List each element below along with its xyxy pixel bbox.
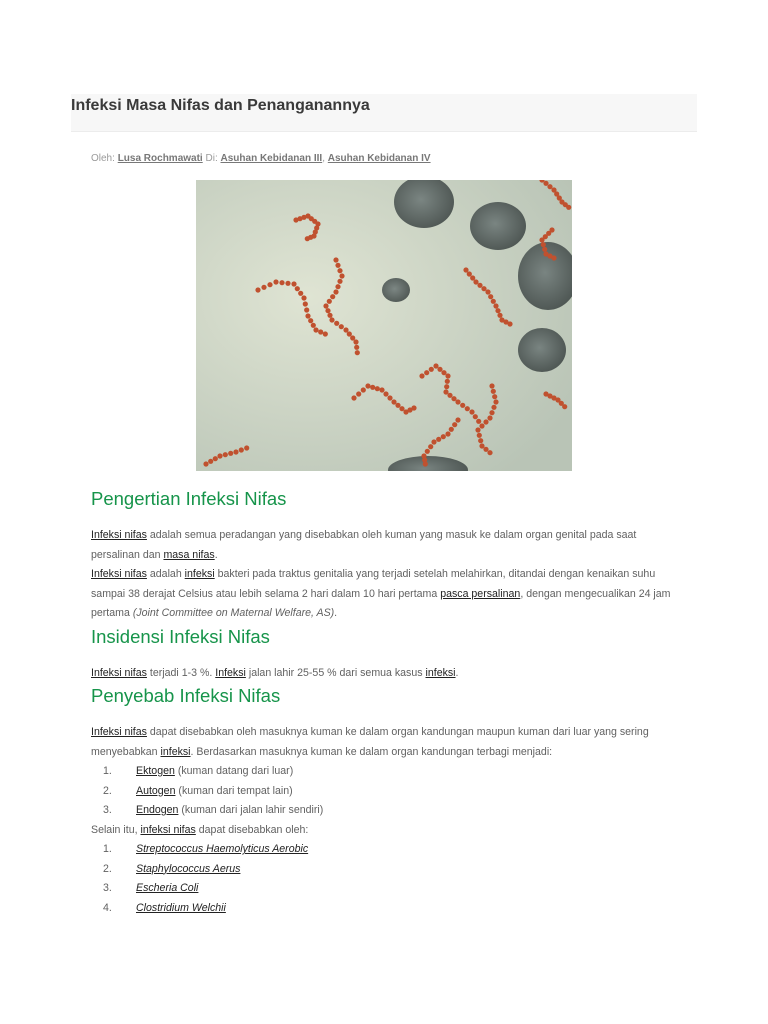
byline-separator: , — [322, 153, 325, 164]
bacteria-coccus — [443, 389, 448, 394]
bacteria-coccus — [399, 406, 404, 411]
bacteria-coccus — [495, 308, 500, 313]
bacteria-coccus — [493, 399, 498, 404]
bacteria-coccus — [255, 287, 260, 292]
list-item — [91, 801, 681, 821]
byline-prefix: Oleh: — [91, 153, 115, 164]
bacteria-coccus — [467, 271, 472, 276]
article-content — [91, 486, 681, 918]
link-infeksi-nifas[interactable]: Infeksi nifas — [91, 726, 147, 738]
bacteria-coccus — [465, 406, 470, 411]
bacteria-coccus — [303, 301, 308, 306]
list-number: 2. — [103, 862, 112, 875]
bacteria-coccus — [330, 294, 335, 299]
text: adalah — [146, 568, 185, 580]
list-number: 1. — [103, 765, 112, 777]
link-autogen[interactable]: Autogen — [136, 784, 176, 797]
link-infeksi-nifas[interactable]: Infeksi nifas — [91, 666, 147, 679]
bacteria-coccus — [444, 384, 449, 389]
cell-shape — [518, 328, 566, 372]
bacteria-coccus — [478, 438, 483, 443]
paragraph-penyebab-1 — [91, 723, 681, 762]
bacteria-coccus — [291, 281, 296, 286]
bacteria-coccus — [304, 307, 309, 312]
cell-shape — [382, 278, 410, 302]
bacteria-coccus — [279, 280, 284, 285]
bacteria-coccus — [423, 461, 428, 466]
bacteria-coccus — [267, 282, 272, 287]
bacteria-coccus — [497, 313, 502, 318]
bacteria-coccus — [447, 393, 452, 398]
bacteria-coccus — [305, 236, 310, 241]
bacteria-coccus — [375, 386, 380, 391]
article-image — [196, 180, 572, 471]
link-infeksi[interactable]: infeksi — [184, 568, 215, 580]
text: . — [455, 666, 459, 679]
bacteria-coccus — [335, 263, 340, 268]
bacteria-micrograph — [196, 180, 572, 471]
citation: (Joint Committee on Maternal Welfare, AS) — [132, 607, 335, 619]
bacteria-coccus — [491, 389, 496, 394]
bacteria-coccus — [333, 289, 338, 294]
bacteria-coccus — [473, 414, 478, 419]
bacteria-coccus — [228, 451, 233, 456]
link-endogen[interactable]: Endogen — [136, 804, 179, 816]
bacteria-coccus — [543, 181, 548, 186]
bacteria-coccus — [507, 321, 512, 326]
bacteria-coccus — [325, 308, 330, 313]
heading-pengertian: Pengertian Infeksi Nifas — [91, 488, 287, 509]
bacteria-coccus — [308, 318, 313, 323]
spacer — [91, 709, 681, 723]
list-number: 1. — [103, 843, 112, 855]
text: terjadi 1-3 %. — [146, 666, 216, 679]
list-item — [91, 840, 681, 860]
bacteria-coccus — [295, 286, 300, 291]
category-link-2[interactable]: Asuhan Kebidanan IV — [327, 153, 431, 164]
bacteria-coccus — [487, 415, 492, 420]
heading-penyebab: Penyebab Infeksi Nifas — [91, 685, 281, 706]
paragraph-pengertian-2 — [91, 565, 681, 624]
link-infeksi[interactable]: Infeksi — [215, 666, 246, 679]
bacteria-coccus — [365, 383, 370, 388]
author-link[interactable]: Lusa Rochmawati — [117, 153, 203, 164]
bacteria-coccus — [339, 324, 344, 329]
bacteria-coccus — [476, 419, 481, 424]
bacteria-coccus — [431, 439, 436, 444]
bacteria-coccus — [473, 279, 478, 284]
bacteria-coccus — [460, 403, 465, 408]
text: (kuman dari jalan lahir sendiri) — [178, 804, 324, 816]
bacteria-coccus — [485, 289, 490, 294]
link-clostridium[interactable]: Clostridium Welchii — [136, 901, 226, 914]
bacteria-coccus — [455, 399, 460, 404]
bacteria-coccus — [311, 323, 316, 328]
bacteria-coccus — [273, 279, 278, 284]
bacteria-coccus — [244, 445, 249, 450]
bacteria-coccus — [492, 394, 497, 399]
bacteria-coccus — [469, 409, 474, 414]
bacteria-coccus — [551, 255, 556, 260]
bacteria-coccus — [379, 387, 384, 392]
list-item — [91, 860, 681, 880]
bacteria-coccus — [298, 291, 303, 296]
bacteria-coccus — [301, 295, 306, 300]
text: (kuman datang dari luar) — [174, 765, 294, 777]
bacteria-coccus — [428, 444, 433, 449]
text: bakteri pada traktus genitalia yang terjadi setelah melahirkan, ditandai dengan kenaikan suhu sampai 38 derajat Celsius atau lebih selama 2 hari dalam 10 hari pertama — [91, 568, 656, 600]
bacteria-coccus — [323, 331, 328, 336]
paragraph-insidensi-1 — [91, 664, 681, 684]
bacteria-coccus — [547, 184, 552, 189]
link-staphylococcus[interactable]: Staphylococcus Aerus — [136, 862, 241, 875]
spacer — [91, 512, 681, 526]
bacteria-coccus — [361, 387, 366, 392]
bacteria-coccus — [463, 267, 468, 272]
bacteria-coccus — [337, 279, 342, 284]
bacteria-coccus — [355, 350, 360, 355]
bacteria-coccus — [477, 433, 482, 438]
bacteria-coccus — [217, 453, 222, 458]
bacteria-coccus — [347, 331, 352, 336]
source-list — [91, 762, 681, 821]
text: (kuman dari tempat lain) — [175, 784, 293, 797]
bacteria-coccus — [541, 242, 546, 247]
bacteria-coccus — [539, 237, 544, 242]
link-infeksi-nifas[interactable]: infeksi nifas — [140, 823, 196, 836]
bacteria-coccus — [370, 385, 375, 390]
bacteria-coccus — [261, 285, 266, 290]
list-item — [91, 762, 681, 782]
bacteria-coccus — [343, 327, 348, 332]
bacteria-coccus — [483, 419, 488, 424]
heading-insidensi: Insidensi Infeksi Nifas — [91, 625, 270, 647]
bacteria-coccus — [337, 268, 342, 273]
bacteria-coccus — [335, 284, 340, 289]
bacteria-coccus — [436, 437, 441, 442]
bacteria-coccus — [455, 417, 460, 422]
bacteria-coccus — [441, 434, 446, 439]
link-infeksi-nifas[interactable]: Infeksi nifas — [91, 568, 147, 580]
bacteria-coccus — [334, 321, 339, 326]
link-masa-nifas[interactable]: masa nifas — [163, 548, 215, 561]
bacteria-coccus — [203, 461, 208, 466]
text: jalan lahir 25-55 % dari semua kasus — [245, 666, 426, 679]
list-item — [91, 879, 681, 899]
bacteria-coccus — [451, 396, 456, 401]
bacteria-coccus — [350, 335, 355, 340]
bacteria-list — [91, 840, 681, 918]
bacteria-coccus — [383, 391, 388, 396]
bacteria-coccus — [470, 275, 475, 280]
bacteria-coccus — [327, 299, 332, 304]
bacteria-coccus — [351, 395, 356, 400]
bacteria-coccus — [542, 247, 547, 252]
bacteria-coccus — [239, 447, 244, 452]
bacteria-coccus — [356, 391, 361, 396]
list-number: 2. — [103, 784, 112, 797]
bacteria-coccus — [489, 383, 494, 388]
text: . Berdasarkan masuknya kuman ke dalam organ kandungan terbagi menjadi: — [190, 745, 553, 758]
bacteria-coccus — [477, 283, 482, 288]
bacteria-coccus — [488, 294, 493, 299]
bacteria-coccus — [445, 379, 450, 384]
bacteria-coccus — [285, 281, 290, 286]
bacteria-coccus — [411, 405, 416, 410]
list-number: 3. — [103, 804, 112, 816]
bacteria-coccus — [395, 403, 400, 408]
link-escheria-coli[interactable]: Escheria Coli — [136, 882, 199, 894]
text: Selain itu, — [91, 823, 141, 836]
paragraph-penyebab-2 — [91, 821, 681, 841]
text: adalah semua peradangan yang disebabkan oleh kuman yang masuk ke dalam organ genital pada saat persalinan dan — [91, 529, 637, 561]
bacteria-coccus — [424, 370, 429, 375]
link-infeksi-nifas[interactable]: Infeksi nifas — [91, 529, 147, 541]
list-item — [91, 899, 681, 919]
category-link-1[interactable]: Asuhan Kebidanan III — [220, 153, 323, 164]
text: , dengan mengecualikan 24 jam pertama — [91, 587, 671, 619]
bacteria-coccus — [391, 399, 396, 404]
bacteria-coccus — [419, 373, 424, 378]
bacteria-coccus — [305, 313, 310, 318]
bacteria-coccus — [479, 423, 484, 428]
link-streptococcus[interactable]: Streptococcus Haemolyticus Aerobic — [136, 843, 309, 855]
text: dapat disebabkan oleh: — [195, 823, 309, 836]
bacteria-coccus — [562, 404, 567, 409]
list-number: 4. — [103, 901, 112, 914]
bacteria-coccus — [353, 339, 358, 344]
bacteria-coccus — [208, 459, 213, 464]
bacteria-coccus — [479, 443, 484, 448]
link-ektogen[interactable]: Ektogen — [136, 765, 175, 777]
bacteria-coccus — [491, 299, 496, 304]
bacteria-coccus — [329, 317, 334, 322]
bacteria-coccus — [445, 373, 450, 378]
bacteria-coccus — [429, 367, 434, 372]
bacteria-coccus — [425, 449, 430, 454]
bacteria-coccus — [452, 422, 457, 427]
bacteria-coccus — [354, 345, 359, 350]
bacteria-coccus — [487, 450, 492, 455]
text: dapat disebabkan oleh masuknya kuman ke dalam organ kandungan maupun kuman dari luar yang sering menyebabkan — [91, 726, 649, 758]
byline-in-label: Di: — [205, 153, 218, 164]
bacteria-coccus — [445, 431, 450, 436]
bacteria-coccus — [493, 303, 498, 308]
bacteria-coccus — [566, 205, 571, 210]
page-title: Infeksi Masa Nifas dan Penanganannya — [71, 97, 370, 114]
title-bar — [71, 94, 697, 132]
bacteria-coccus — [323, 303, 328, 308]
bacteria-coccus — [333, 257, 338, 262]
link-pasca-persalinan[interactable]: pasca persalinan — [440, 587, 521, 600]
bacteria-coccus — [318, 329, 323, 334]
bacteria-coccus — [491, 405, 496, 410]
bacteria-coccus — [475, 427, 480, 432]
link-infeksi[interactable]: infeksi — [425, 666, 456, 679]
bacteria-coccus — [233, 449, 238, 454]
paragraph-pengertian-1 — [91, 526, 681, 565]
cell-shape — [470, 202, 526, 250]
bacteria-coccus — [481, 286, 486, 291]
bacteria-coccus — [339, 273, 344, 278]
bacteria-coccus — [387, 395, 392, 400]
byline — [91, 153, 431, 164]
list-item — [91, 782, 681, 802]
bacteria-coccus — [313, 327, 318, 332]
bacteria-coccus — [483, 447, 488, 452]
bacteria-coccus — [437, 367, 442, 372]
bacteria-coccus — [441, 370, 446, 375]
bacteria-coccus — [223, 452, 228, 457]
text: . — [214, 548, 218, 561]
bacteria-coccus — [449, 427, 454, 432]
spacer — [91, 650, 681, 664]
text: . — [334, 607, 338, 619]
bacteria-coccus — [213, 456, 218, 461]
bacteria-coccus — [327, 313, 332, 318]
bacteria-coccus — [433, 363, 438, 368]
link-infeksi[interactable]: infeksi — [160, 745, 191, 758]
bacteria-coccus — [489, 410, 494, 415]
list-number: 3. — [103, 882, 112, 894]
